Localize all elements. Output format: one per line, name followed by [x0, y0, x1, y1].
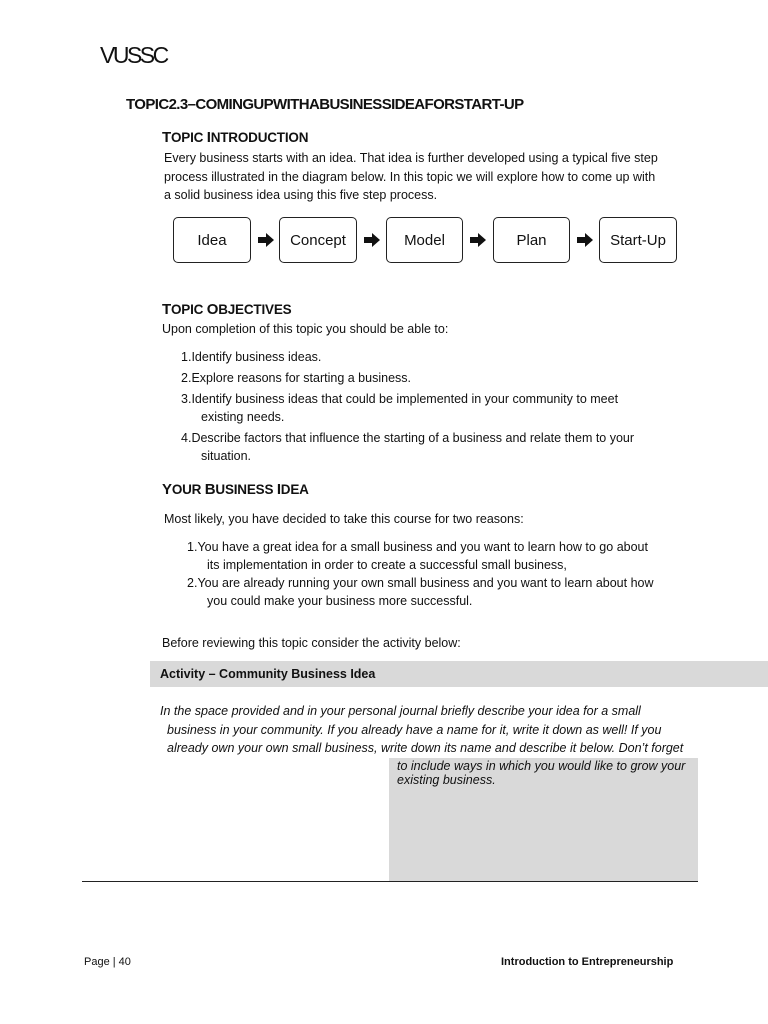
paragraph-line: Every business starts with an idea. That idea is further developed using a typical five step: [164, 151, 658, 165]
paragraph-line: a solid business idea using this five step process.: [164, 188, 438, 202]
topic-title: TOPIC2.3–COMINGUPWITHABUSINESSIDEAFORSTART-UP: [126, 96, 524, 113]
page-number: Page | 40: [84, 956, 131, 968]
list-item: [187, 574, 707, 610]
topic-introduction-heading: [162, 129, 308, 146]
topic-objectives-heading: [162, 301, 291, 318]
list-text: Identify business ideas.: [191, 350, 322, 364]
list-item: [181, 348, 701, 366]
objectives-list: [181, 348, 701, 465]
heading-initial: I: [206, 129, 211, 146]
list-text: Identify business ideas that could be implemented in your community to meet: [191, 392, 619, 406]
list-item: [187, 538, 707, 574]
heading-initial: T: [162, 301, 171, 318]
list-text-continued: you could make your business more successful.: [207, 594, 473, 608]
list-number: 2.: [181, 371, 192, 385]
business-idea-intro: Most likely, you have decided to take this course for two reasons:: [164, 512, 524, 526]
process-step-model: Model: [386, 217, 463, 263]
list-item: [181, 369, 701, 387]
arrow-right-icon: [364, 233, 380, 247]
before-activity-text: Before reviewing this topic consider the activity below:: [162, 636, 461, 650]
arrow-right-icon: [258, 233, 274, 247]
activity-instructions-line-1: In the space provided and in your personal journal briefly describe your idea for a small: [160, 704, 641, 718]
process-step-plan: Plan: [493, 217, 570, 263]
list-text: You have a great idea for a small business and you want to learn how to go about: [197, 540, 648, 554]
heading-rest: OPIC: [170, 302, 207, 317]
process-step-start-up: Start-Up: [599, 217, 677, 263]
list-number: 3.: [181, 392, 192, 406]
heading-rest: OPIC: [170, 130, 207, 145]
list-number: 2.: [187, 576, 198, 590]
list-number: 1.: [187, 540, 198, 554]
list-text: You are already running your own small business and you want to learn about how: [197, 576, 654, 590]
reasons-list: [187, 538, 707, 610]
list-text-continued: its implementation in order to create a successful small business,: [207, 558, 567, 572]
horizontal-rule: [82, 881, 698, 882]
objectives-intro: Upon completion of this topic you should be able to:: [162, 322, 449, 336]
arrow-right-icon: [577, 233, 593, 247]
heading-initial: I: [276, 481, 281, 498]
list-number: 1.: [181, 350, 192, 364]
heading-rest: BJECTIVES: [218, 302, 292, 317]
vussc-logo: VUSSC: [100, 42, 167, 68]
heading-rest: NTRODUCTION: [210, 130, 309, 145]
heading-rest: DEA: [280, 482, 309, 497]
list-text: Explore reasons for starting a business.: [191, 371, 411, 385]
heading-initial: O: [206, 301, 219, 318]
arrow-right-icon: [470, 233, 486, 247]
heading-initial: T: [162, 129, 171, 146]
heading-initial: Y: [162, 481, 172, 498]
heading-initial: B: [204, 481, 216, 498]
process-diagram: [172, 217, 678, 267]
list-item: [181, 390, 701, 426]
list-item: [181, 429, 701, 465]
heading-rest: USINESS: [215, 482, 277, 497]
activity-box-text: [397, 759, 685, 787]
list-number: 4.: [181, 431, 192, 445]
list-text-continued: existing needs.: [201, 410, 285, 424]
course-title: Introduction to Entrepreneurship: [501, 956, 674, 968]
heading-rest: OUR: [171, 482, 205, 497]
process-step-idea: Idea: [173, 217, 251, 263]
list-text: Describe factors that influence the starting of a business and relate them to your: [191, 431, 635, 445]
list-text-continued: situation.: [201, 449, 252, 463]
process-step-concept: Concept: [279, 217, 357, 263]
paragraph-line: process illustrated in the diagram below. In this topic we will explore how to come up with: [164, 169, 656, 184]
activity-box-line: to include ways in which you would like to grow your: [397, 759, 686, 773]
activity-title: Activity – Community Business Idea: [160, 667, 376, 681]
activity-box-line: existing business.: [397, 773, 496, 787]
activity-instructions-line-3: already own your own small business, write down its name and describe it below. Don’t forget: [167, 741, 684, 755]
topic-introduction-text: [164, 149, 658, 205]
your-business-idea-heading: [162, 481, 309, 498]
activity-instructions-line-2: business in your community. If you already have a name for it, write it down as well! If you: [167, 723, 662, 737]
